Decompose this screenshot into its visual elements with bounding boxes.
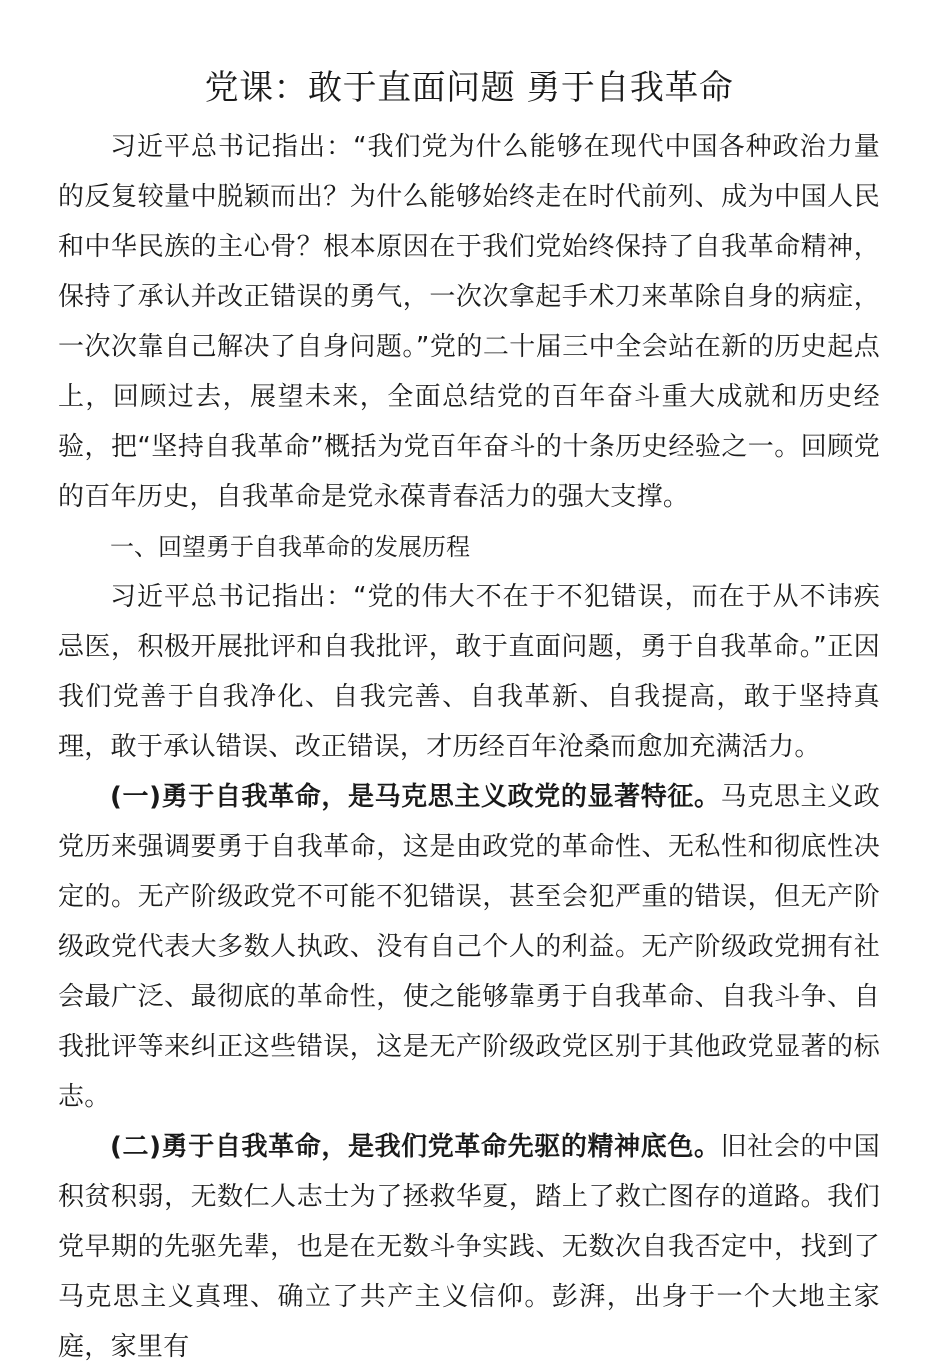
paragraph-point-2 (58, 1122, 880, 1372)
document-page (58, 62, 880, 1372)
point-1-body: 马克思主义政党历来强调要勇于自我革命，这是由政党的革命性、无私性和彻底性决定的。无产阶级政党不可能不犯错误，甚至会犯严重的错误，但无产阶级政党代表大多数人执政、没有自己个人的利益。无产阶级政党拥有社会最广泛、最彻底的革命性，使之能够靠勇于自我革命、自我斗争、自我批评等来纠正这些错误，这是无产阶级政党区别于其他政党显著的标志。 (58, 782, 880, 1112)
paragraph-point-1 (58, 772, 880, 1122)
paragraph-section-1: 习近平总书记指出：“党的伟大不在于不犯错误，而在于从不讳疾忌医，积极开展批评和自我批评，敢于直面问题，勇于自我革命。”正因我们党善于自我净化、自我完善、自我革新、自我提高，敢于坚持真理，敢于承认错误、改正错误，才历经百年沧桑而愈加充满活力。 (58, 582, 880, 762)
point-2-lead: (二)勇于自我革命，是我们党革命先驱的精神底色。 (110, 1132, 721, 1162)
point-2-body: 旧社会的中国积贫积弱，无数仁人志士为了拯救华夏，踏上了救亡图存的道路。我们党早期的先驱先辈，也是在无数斗争实践、无数次自我否定中，找到了马克思主义真理、确立了共产主义信仰。彭湃，出身于一个大地主家庭，家里有 (58, 1132, 880, 1362)
paragraph-intro: 习近平总书记指出：“我们党为什么能够在现代中国各种政治力量的反复较量中脱颖而出？为什么能够始终走在时代前列、成为中国人民和中华民族的主心骨？根本原因在于我们党始终保持了自我革命精神，保持了承认并改正错误的勇气，一次次拿起手术刀来革除自身的病症，一次次靠自己解决了自身问题。”党的二十届三中全会站在新的历史起点上，回顾过去，展望未来，全面总结党的百年奋斗重大成就和历史经验，把“坚持自我革命”概括为党百年奋斗的十条历史经验之一。回顾党的百年历史，自我革命是党永葆青春活力的强大支撑。 (58, 132, 880, 512)
document-title: 党课：敢于直面问题 勇于自我革命 (204, 68, 734, 108)
point-1-lead: (一)勇于自我革命，是马克思主义政党的显著特征。 (110, 782, 721, 812)
section-heading-1: 一、回望勇于自我革命的发展历程 (110, 533, 470, 561)
